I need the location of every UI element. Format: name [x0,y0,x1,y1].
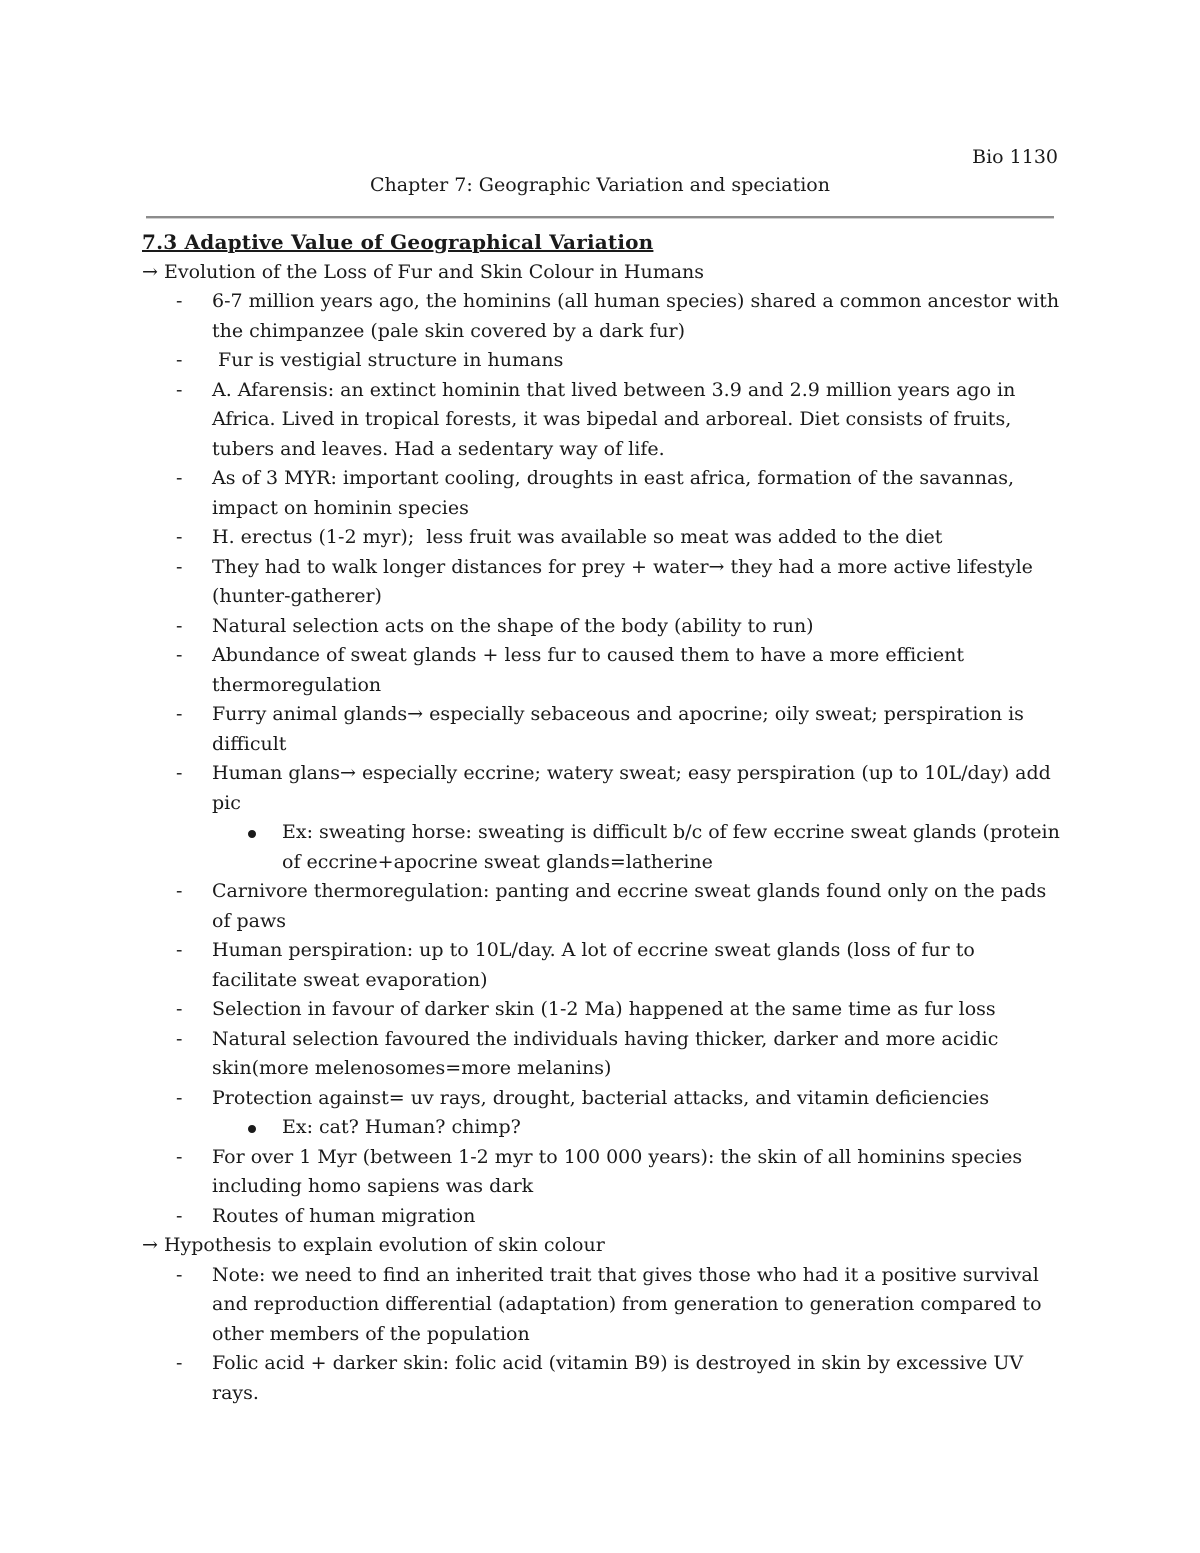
list-item-text: Protection against= uv rays, drought, bacterial attacks, and vitamin deficiencies [212,1086,990,1109]
list-item [176,995,1062,1025]
list-item [176,1025,1062,1084]
list-item-text: They had to walk longer distances for prey + water→ they had a more active lifestyle (hunter-gatherer) [212,555,1033,607]
dash-marker: - [176,555,183,578]
section-heading: 7.3 Adaptive Value of Geographical Variation [142,230,654,254]
list-item [176,1143,1062,1202]
dash-marker: - [176,290,183,312]
dash-marker: - [176,349,183,371]
sub-list-item-text: Ex: cat? Human? chimp? [282,1116,521,1138]
dash-marker: - [176,762,183,784]
fur-loss-list [142,287,1062,1231]
list-item [176,612,1062,642]
list-item [176,1261,1062,1350]
list-item [176,700,1062,759]
list-item-text: For over 1 Myr (between 1-2 myr to 100 000 years): the skin of all hominins species including homo sapiens was dark [212,1145,1023,1197]
list-item [176,346,1062,376]
list-item-text: Fur is vestigial structure in humans [212,349,564,371]
topic-heading-fur-loss: → Evolution of the Loss of Fur and Skin Colour in Humans [142,260,705,283]
list-item [176,1349,1062,1408]
list-item [176,1202,1062,1232]
sub-list-item [282,1113,1062,1143]
list-item-text: Furry animal glands→ especially sebaceous and apocrine; oily sweat; perspiration is difficult [212,703,1024,755]
list-item-text: Folic acid + darker skin: folic acid (vitamin B9) is destroyed in skin by excessive UV rays. [212,1352,1024,1404]
dash-marker: - [176,1145,183,1168]
dash-marker: - [176,467,183,489]
list-item-text: Natural selection favoured the individuals having thicker, darker and more acidic skin(more melenosomes=more melanins) [212,1027,999,1079]
dash-marker: - [176,1263,183,1286]
dash-marker: - [176,644,183,666]
list-item [176,641,1062,700]
list-item [176,523,1062,553]
sub-list-item [282,818,1062,877]
list-item-text: Routes of human migration [212,1204,476,1227]
list-item-text: Abundance of sweat glands + less fur to caused them to have a more efficient thermoregulation [212,644,964,696]
list-item [176,376,1062,465]
dash-marker: - [176,939,183,961]
list-item-text: Selection in favour of darker skin (1-2 Ma) happened at the same time as fur loss [212,998,996,1020]
dash-marker: - [176,526,183,548]
list-item-text: A. Afarensis: an extinct hominin that lived between 3.9 and 2.9 million years ago in Africa. Lived in tropical forests, it was bipedal and arboreal. Diet consists of fruits, tubers and leaves. Had a sedentary way of life. [212,378,1016,460]
sub-list [212,1113,1062,1143]
dash-marker: - [176,998,183,1020]
header-divider [146,216,1054,219]
dash-marker: - [176,1352,183,1374]
skin-colour-list [142,1261,1062,1409]
list-item [176,553,1062,612]
course-code: Bio 1130 [972,146,1058,168]
list-item-text: Human perspiration: up to 10L/day. A lot of eccrine sweat glands (loss of fur to facilitate sweat evaporation) [212,939,975,991]
list-item [176,936,1062,995]
bullet-icon [248,830,256,838]
sub-list [212,818,1062,877]
dash-marker: - [176,1086,183,1109]
dash-marker: - [176,1204,183,1227]
list-item [176,759,1062,877]
dash-marker: - [176,614,183,637]
dash-marker: - [176,703,183,725]
list-item [176,877,1062,936]
list-item [176,287,1062,346]
sub-list-item-text: Ex: sweating horse: sweating is difficult b/c of few eccrine sweat glands (protein of eccrine+apocrine sweat glands=latherine [282,821,1060,873]
topic-heading-skin-colour: → Hypothesis to explain evolution of skin colour [142,1234,605,1256]
list-item-text: 6-7 million years ago, the hominins (all human species) shared a common ancestor with the chimpanzee (pale skin covered by a dark fur) [212,290,1060,342]
list-item-text: H. erectus (1-2 myr); less fruit was available so meat was added to the diet [212,526,943,548]
notes-body [142,228,1062,1408]
list-item-text: As of 3 MYR: important cooling, droughts in east africa, formation of the savannas, impact on hominin species [212,467,1015,519]
list-item-text: Natural selection acts on the shape of the body (ability to run) [212,614,814,637]
dash-marker: - [176,378,183,401]
list-item [176,464,1062,523]
dash-marker: - [176,880,183,902]
bullet-icon [248,1125,256,1133]
chapter-title: Chapter 7: Geographic Variation and speciation [370,174,830,196]
list-item-text: Note: we need to find an inherited trait that gives those who had it a positive survival and reproduction differential (adaptation) from generation to generation compared to other members of the population [212,1263,1042,1345]
dash-marker: - [176,1027,183,1050]
list-item [176,1084,1062,1143]
list-item-text: Carnivore thermoregulation: panting and eccrine sweat glands found only on the pads of paws [212,880,1047,932]
list-item-text: Human glans→ especially eccrine; watery sweat; easy perspiration (up to 10L/day) add pic [212,762,1051,814]
